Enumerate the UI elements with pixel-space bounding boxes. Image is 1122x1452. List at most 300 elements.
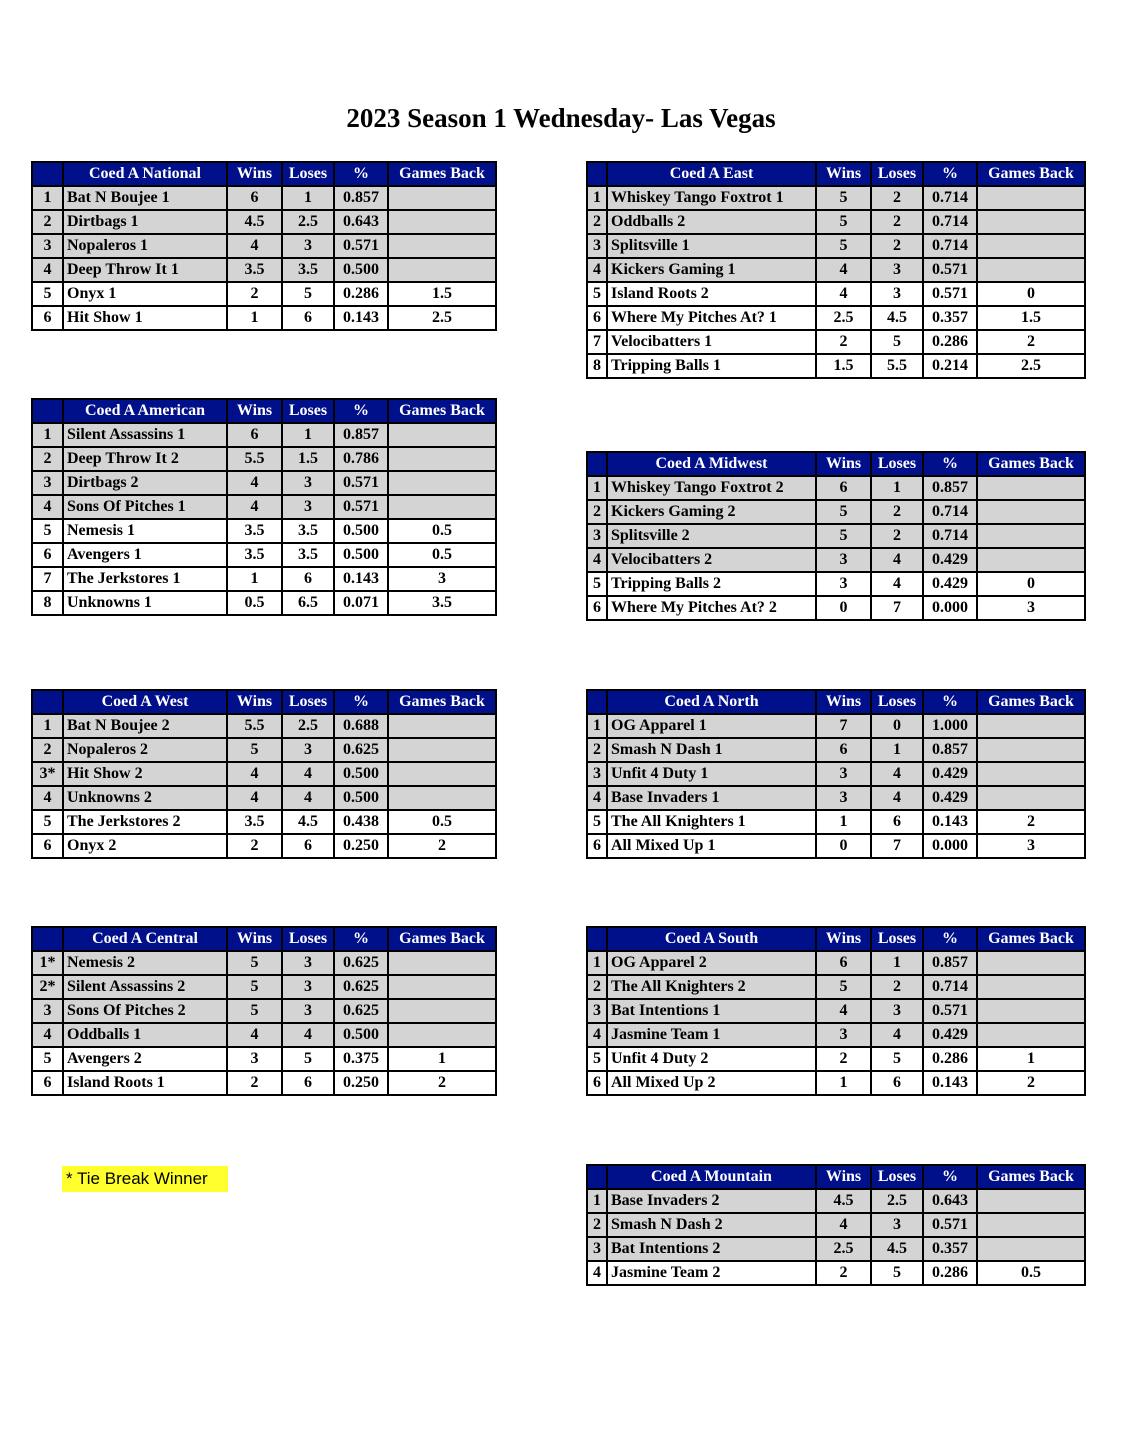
loses-cell: 4.5 — [282, 810, 334, 834]
games-back-cell: 0.5 — [388, 519, 496, 543]
table-row — [587, 738, 1085, 762]
pct-cell: 0.143 — [334, 306, 388, 330]
wins-cell: 7 — [816, 714, 871, 738]
table-row — [32, 999, 496, 1023]
rank-cell: 2 — [32, 210, 63, 234]
loses-cell: 3.5 — [282, 258, 334, 282]
team-name: Unfit 4 Duty 1 — [607, 762, 816, 786]
wins-cell: 5 — [227, 999, 282, 1023]
table-row — [587, 258, 1085, 282]
loses-cell: 5 — [871, 1047, 923, 1071]
team-name: Tripping Balls 1 — [607, 354, 816, 378]
loses-cell: 4 — [282, 1023, 334, 1047]
wins-cell: 3.5 — [227, 810, 282, 834]
loses-header: Loses — [282, 399, 334, 423]
wins-cell: 4 — [227, 495, 282, 519]
pct-cell: 0.688 — [334, 714, 388, 738]
team-name: The Jerkstores 1 — [63, 567, 227, 591]
team-name: Avengers 2 — [63, 1047, 227, 1071]
pct-header: % — [923, 452, 977, 476]
wins-cell: 5 — [227, 975, 282, 999]
rank-cell: 5 — [587, 282, 607, 306]
games-back-header: Games Back — [388, 690, 496, 714]
pct-header: % — [923, 927, 977, 951]
table-row — [587, 1213, 1085, 1237]
wins-header: Wins — [227, 690, 282, 714]
games-back-cell — [977, 548, 1085, 572]
games-back-cell — [388, 762, 496, 786]
rank-cell: 1 — [587, 714, 607, 738]
wins-cell: 4 — [816, 999, 871, 1023]
team-name: Nemesis 2 — [63, 951, 227, 975]
standings-table-coed-a-south — [586, 926, 1086, 1096]
pct-cell: 0.571 — [334, 471, 388, 495]
wins-cell: 1 — [227, 306, 282, 330]
rank-cell: 6 — [32, 306, 63, 330]
wins-cell: 3 — [816, 1023, 871, 1047]
table-row — [587, 951, 1085, 975]
games-back-cell: 1.5 — [388, 282, 496, 306]
table-row — [587, 282, 1085, 306]
loses-cell: 7 — [871, 596, 923, 620]
rank-cell: 1 — [587, 1189, 607, 1213]
games-back-cell: 2 — [388, 834, 496, 858]
table-row — [32, 786, 496, 810]
team-name: Deep Throw It 1 — [63, 258, 227, 282]
pct-cell: 0.143 — [923, 1071, 977, 1095]
wins-cell: 2 — [816, 1047, 871, 1071]
pct-cell: 0.571 — [923, 999, 977, 1023]
wins-cell: 5 — [816, 975, 871, 999]
rank-cell: 5 — [587, 810, 607, 834]
rank-header — [587, 162, 607, 186]
team-name: Splitsville 2 — [607, 524, 816, 548]
pct-cell: 0.286 — [923, 330, 977, 354]
pct-header: % — [923, 162, 977, 186]
team-name: The Jerkstores 2 — [63, 810, 227, 834]
table-row — [587, 975, 1085, 999]
rank-cell: 1 — [32, 423, 63, 447]
rank-cell: 5 — [587, 572, 607, 596]
pct-cell: 0.625 — [334, 975, 388, 999]
wins-cell: 3.5 — [227, 519, 282, 543]
pct-cell: 0.857 — [923, 476, 977, 500]
team-name: Jasmine Team 2 — [607, 1261, 816, 1285]
table-row — [587, 354, 1085, 378]
rank-cell: 3 — [587, 234, 607, 258]
wins-cell: 2 — [816, 1261, 871, 1285]
table-row — [587, 1261, 1085, 1285]
header-row — [32, 162, 496, 186]
loses-cell: 1 — [871, 476, 923, 500]
loses-cell: 6 — [282, 1071, 334, 1095]
rank-cell: 4 — [32, 495, 63, 519]
games-back-cell: 1 — [388, 1047, 496, 1071]
wins-cell: 6 — [816, 476, 871, 500]
table-row — [587, 572, 1085, 596]
games-back-cell — [388, 951, 496, 975]
pct-cell: 0.571 — [334, 495, 388, 519]
table-row — [32, 471, 496, 495]
table-row — [32, 186, 496, 210]
rank-header — [32, 690, 63, 714]
wins-cell: 5 — [816, 186, 871, 210]
games-back-cell — [388, 786, 496, 810]
loses-cell: 3 — [282, 738, 334, 762]
team-name: Oddballs 1 — [63, 1023, 227, 1047]
rank-cell: 2 — [587, 738, 607, 762]
loses-cell: 3 — [282, 234, 334, 258]
wins-cell: 4 — [227, 234, 282, 258]
table-row — [587, 1237, 1085, 1261]
wins-header: Wins — [816, 162, 871, 186]
rank-cell: 5 — [32, 810, 63, 834]
pct-cell: 0.250 — [334, 834, 388, 858]
loses-cell: 3.5 — [282, 543, 334, 567]
table-row — [32, 282, 496, 306]
rank-cell: 4 — [587, 786, 607, 810]
loses-header: Loses — [871, 162, 923, 186]
rank-cell: 2 — [587, 500, 607, 524]
pct-header: % — [923, 1165, 977, 1189]
pct-cell: 0.500 — [334, 762, 388, 786]
pct-cell: 0.429 — [923, 1023, 977, 1047]
games-back-cell — [388, 738, 496, 762]
team-name: Hit Show 1 — [63, 306, 227, 330]
pct-cell: 0.714 — [923, 210, 977, 234]
games-back-cell — [388, 495, 496, 519]
games-back-cell — [977, 1213, 1085, 1237]
table-row — [587, 210, 1085, 234]
table-row — [32, 495, 496, 519]
pct-cell: 0.643 — [334, 210, 388, 234]
loses-header: Loses — [282, 927, 334, 951]
team-name: Silent Assassins 2 — [63, 975, 227, 999]
wins-header: Wins — [227, 927, 282, 951]
games-back-cell — [388, 714, 496, 738]
pct-cell: 0.625 — [334, 738, 388, 762]
rank-cell: 6 — [32, 834, 63, 858]
pct-cell: 0.250 — [334, 1071, 388, 1095]
games-back-cell — [388, 210, 496, 234]
games-back-cell — [977, 210, 1085, 234]
table-row — [587, 596, 1085, 620]
division-name: Coed A Mountain — [607, 1165, 816, 1189]
wins-cell: 4 — [227, 471, 282, 495]
loses-cell: 4 — [871, 762, 923, 786]
games-back-cell: 0.5 — [977, 1261, 1085, 1285]
pct-cell: 0.000 — [923, 596, 977, 620]
wins-header: Wins — [227, 162, 282, 186]
standings-table-coed-a-central — [31, 926, 497, 1096]
wins-cell: 6 — [816, 738, 871, 762]
loses-cell: 2.5 — [282, 714, 334, 738]
rank-cell: 3 — [587, 762, 607, 786]
table-row — [587, 548, 1085, 572]
wins-cell: 2 — [227, 282, 282, 306]
games-back-cell — [977, 762, 1085, 786]
games-back-cell — [388, 423, 496, 447]
table-row — [587, 999, 1085, 1023]
pct-cell: 0.500 — [334, 786, 388, 810]
wins-cell: 6 — [227, 423, 282, 447]
games-back-cell — [388, 186, 496, 210]
rank-cell: 3 — [32, 999, 63, 1023]
rank-cell: 6 — [587, 306, 607, 330]
team-name: Kickers Gaming 1 — [607, 258, 816, 282]
games-back-cell: 2.5 — [977, 354, 1085, 378]
team-name: Deep Throw It 2 — [63, 447, 227, 471]
table-row — [32, 1023, 496, 1047]
table-row — [587, 524, 1085, 548]
loses-cell: 1 — [282, 423, 334, 447]
loses-header: Loses — [282, 690, 334, 714]
wins-cell: 3.5 — [227, 543, 282, 567]
wins-cell: 2.5 — [816, 306, 871, 330]
wins-cell: 5 — [816, 500, 871, 524]
team-name: Unfit 4 Duty 2 — [607, 1047, 816, 1071]
loses-cell: 3.5 — [282, 519, 334, 543]
pct-cell: 0.000 — [923, 834, 977, 858]
pct-cell: 0.857 — [923, 738, 977, 762]
loses-cell: 4.5 — [871, 1237, 923, 1261]
games-back-cell — [977, 951, 1085, 975]
wins-cell: 4.5 — [816, 1189, 871, 1213]
games-back-cell — [977, 714, 1085, 738]
rank-header — [587, 690, 607, 714]
loses-cell: 1 — [871, 951, 923, 975]
pct-cell: 0.857 — [923, 951, 977, 975]
pct-header: % — [334, 690, 388, 714]
team-name: Dirtbags 1 — [63, 210, 227, 234]
table-row — [587, 762, 1085, 786]
pct-cell: 0.714 — [923, 975, 977, 999]
pct-cell: 0.571 — [334, 234, 388, 258]
division-name: Coed A Midwest — [607, 452, 816, 476]
standings-table-coed-a-east — [586, 161, 1086, 379]
games-back-cell: 2.5 — [388, 306, 496, 330]
team-name: Smash N Dash 1 — [607, 738, 816, 762]
team-name: Kickers Gaming 2 — [607, 500, 816, 524]
rank-cell: 2 — [587, 210, 607, 234]
division-name: Coed A East — [607, 162, 816, 186]
standings-table-coed-a-national — [31, 161, 497, 331]
loses-cell: 6 — [282, 306, 334, 330]
loses-header: Loses — [871, 927, 923, 951]
rank-cell: 4 — [587, 548, 607, 572]
wins-header: Wins — [816, 690, 871, 714]
team-name: Unknowns 2 — [63, 786, 227, 810]
table-row — [587, 834, 1085, 858]
pct-cell: 0.500 — [334, 258, 388, 282]
wins-cell: 3 — [816, 572, 871, 596]
games-back-cell: 2 — [388, 1071, 496, 1095]
pct-cell: 0.500 — [334, 1023, 388, 1047]
header-row — [587, 162, 1085, 186]
pct-cell: 0.500 — [334, 543, 388, 567]
games-back-cell: 0 — [977, 282, 1085, 306]
table-row — [32, 306, 496, 330]
team-name: Oddballs 2 — [607, 210, 816, 234]
loses-cell: 6 — [871, 810, 923, 834]
loses-cell: 4 — [282, 762, 334, 786]
table-row — [587, 1189, 1085, 1213]
header-row — [587, 1165, 1085, 1189]
rank-cell: 5 — [587, 1047, 607, 1071]
pct-header: % — [334, 927, 388, 951]
table-row — [32, 975, 496, 999]
team-name: Smash N Dash 2 — [607, 1213, 816, 1237]
rank-cell: 8 — [32, 591, 63, 615]
games-back-cell — [977, 1023, 1085, 1047]
pct-cell: 0.143 — [923, 810, 977, 834]
tie-break-note: * Tie Break Winner — [62, 1166, 228, 1192]
rank-cell: 6 — [32, 1071, 63, 1095]
pct-cell: 0.625 — [334, 951, 388, 975]
pct-cell: 0.375 — [334, 1047, 388, 1071]
rank-cell: 1 — [32, 186, 63, 210]
table-row — [32, 423, 496, 447]
team-name: The All Knighters 2 — [607, 975, 816, 999]
pct-cell: 0.214 — [923, 354, 977, 378]
pct-cell: 0.714 — [923, 524, 977, 548]
standings-table-coed-a-west — [31, 689, 497, 859]
rank-header — [587, 1165, 607, 1189]
wins-cell: 4 — [816, 282, 871, 306]
pct-cell: 0.429 — [923, 548, 977, 572]
loses-cell: 2 — [871, 234, 923, 258]
rank-cell: 4 — [32, 786, 63, 810]
wins-cell: 3.5 — [227, 258, 282, 282]
rank-cell: 6 — [32, 543, 63, 567]
games-back-header: Games Back — [977, 690, 1085, 714]
team-name: Bat N Boujee 1 — [63, 186, 227, 210]
table-row — [32, 591, 496, 615]
team-name: Base Invaders 1 — [607, 786, 816, 810]
team-name: Tripping Balls 2 — [607, 572, 816, 596]
wins-cell: 5.5 — [227, 714, 282, 738]
rank-cell: 5 — [32, 1047, 63, 1071]
loses-cell: 6 — [282, 567, 334, 591]
pct-cell: 0.286 — [334, 282, 388, 306]
loses-cell: 3 — [282, 975, 334, 999]
standings-table-coed-a-midwest — [586, 451, 1086, 621]
loses-cell: 4 — [282, 786, 334, 810]
header-row — [587, 690, 1085, 714]
rank-cell: 1* — [32, 951, 63, 975]
loses-header: Loses — [871, 1165, 923, 1189]
wins-cell: 5 — [816, 210, 871, 234]
table-row — [587, 476, 1085, 500]
games-back-cell — [977, 258, 1085, 282]
rank-cell: 7 — [587, 330, 607, 354]
rank-cell: 2 — [32, 447, 63, 471]
loses-cell: 2 — [871, 210, 923, 234]
games-back-cell: 0.5 — [388, 543, 496, 567]
standings-table-coed-a-north — [586, 689, 1086, 859]
rank-cell: 4 — [587, 1261, 607, 1285]
rank-cell: 4 — [587, 258, 607, 282]
team-name: The All Knighters 1 — [607, 810, 816, 834]
team-name: Dirtbags 2 — [63, 471, 227, 495]
games-back-header: Games Back — [388, 927, 496, 951]
pct-cell: 0.286 — [923, 1261, 977, 1285]
table-row — [32, 1047, 496, 1071]
rank-cell: 1 — [587, 186, 607, 210]
loses-cell: 2.5 — [282, 210, 334, 234]
games-back-cell — [388, 258, 496, 282]
games-back-cell — [977, 234, 1085, 258]
pct-cell: 0.714 — [923, 234, 977, 258]
table-row — [32, 447, 496, 471]
rank-cell: 5 — [32, 282, 63, 306]
rank-header — [32, 927, 63, 951]
team-name: Where My Pitches At? 1 — [607, 306, 816, 330]
loses-cell: 3 — [282, 999, 334, 1023]
rank-cell: 1 — [587, 476, 607, 500]
team-name: Base Invaders 2 — [607, 1189, 816, 1213]
loses-header: Loses — [871, 452, 923, 476]
header-row — [32, 927, 496, 951]
team-name: Nemesis 1 — [63, 519, 227, 543]
loses-cell: 3 — [871, 1213, 923, 1237]
pct-cell: 0.071 — [334, 591, 388, 615]
wins-cell: 2.5 — [816, 1237, 871, 1261]
wins-cell: 1 — [816, 1071, 871, 1095]
loses-cell: 4.5 — [871, 306, 923, 330]
games-back-cell: 0 — [977, 572, 1085, 596]
loses-header: Loses — [871, 690, 923, 714]
team-name: Whiskey Tango Foxtrot 1 — [607, 186, 816, 210]
games-back-cell — [977, 786, 1085, 810]
games-back-cell — [977, 500, 1085, 524]
rank-cell: 7 — [32, 567, 63, 591]
pct-cell: 0.714 — [923, 500, 977, 524]
games-back-header: Games Back — [977, 1165, 1085, 1189]
rank-header — [32, 162, 63, 186]
loses-cell: 5 — [282, 282, 334, 306]
division-name: Coed A South — [607, 927, 816, 951]
header-row — [32, 690, 496, 714]
loses-cell: 6.5 — [282, 591, 334, 615]
loses-cell: 0 — [871, 714, 923, 738]
wins-header: Wins — [816, 452, 871, 476]
loses-header: Loses — [282, 162, 334, 186]
wins-cell: 1 — [227, 567, 282, 591]
games-back-header: Games Back — [388, 162, 496, 186]
table-row — [32, 834, 496, 858]
rank-cell: 1 — [587, 951, 607, 975]
rank-cell: 3 — [587, 524, 607, 548]
games-back-cell — [977, 1189, 1085, 1213]
loses-cell: 5 — [282, 1047, 334, 1071]
table-row — [587, 330, 1085, 354]
games-back-cell — [977, 186, 1085, 210]
wins-cell: 3 — [816, 762, 871, 786]
rank-cell: 6 — [587, 1071, 607, 1095]
wins-cell: 6 — [227, 186, 282, 210]
team-name: Sons Of Pitches 1 — [63, 495, 227, 519]
games-back-cell: 1.5 — [977, 306, 1085, 330]
team-name: Whiskey Tango Foxtrot 2 — [607, 476, 816, 500]
games-back-cell: 1 — [977, 1047, 1085, 1071]
wins-cell: 6 — [816, 951, 871, 975]
table-row — [587, 186, 1085, 210]
team-name: Bat Intentions 1 — [607, 999, 816, 1023]
team-name: Nopaleros 1 — [63, 234, 227, 258]
games-back-cell — [388, 1023, 496, 1047]
table-row — [32, 543, 496, 567]
